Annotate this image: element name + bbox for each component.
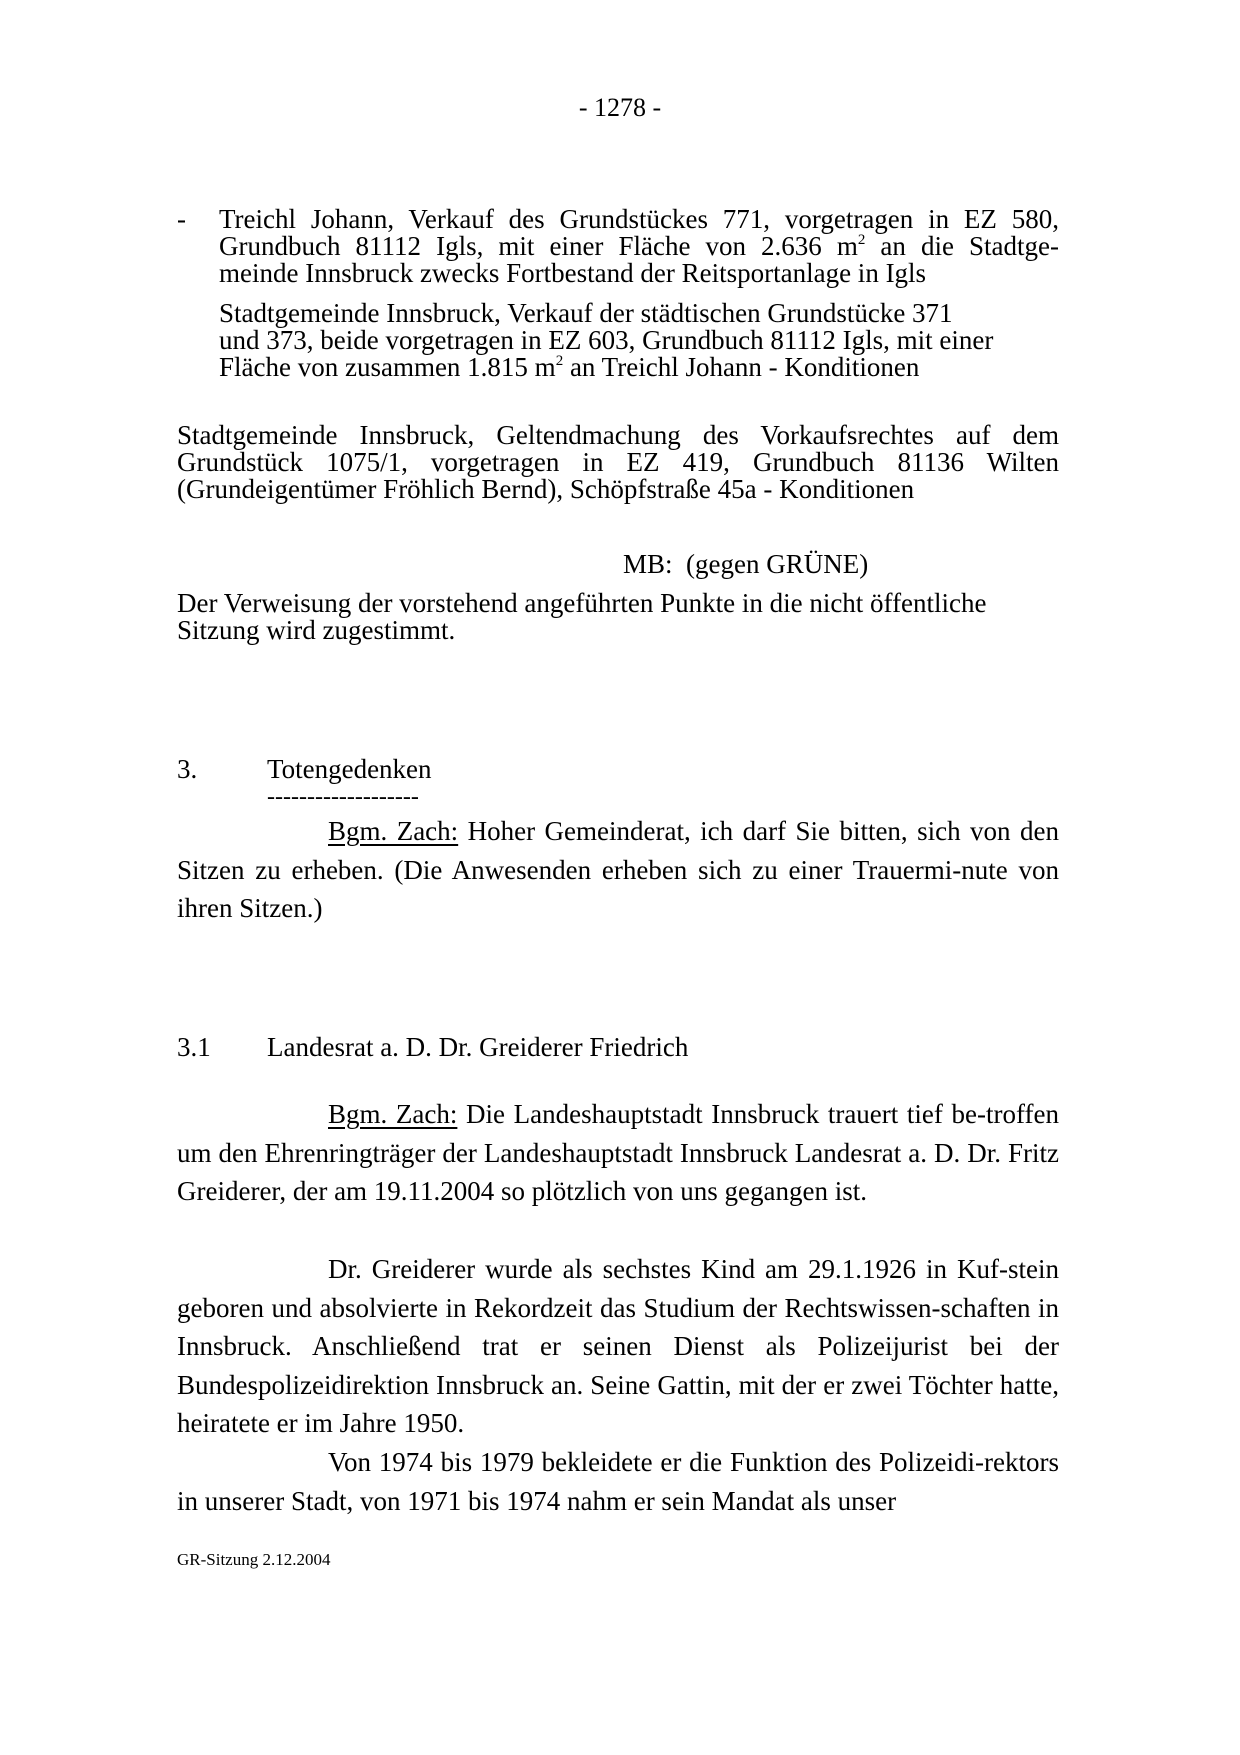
vote-result: MB: (gegen GRÜNE) (623, 549, 869, 579)
superscript: 2 (555, 353, 564, 369)
agenda-item-line-part: an die Stadtge- (865, 231, 1059, 261)
speech-paragraph (177, 1095, 1059, 1211)
page-number: - 1278 - (578, 93, 662, 122)
superscript: 2 (857, 232, 866, 248)
section-number: 3.1 (177, 1032, 211, 1062)
agenda-item-line (219, 354, 1019, 381)
agenda-item-line: Stadtgemeinde Innsbruck, Verkauf der städtischen Grundstücke 371 (219, 298, 953, 328)
agenda-item-line-part: Fläche von zusammen 1.815 m (219, 352, 556, 382)
agenda-item-line-part: Grundbuch 81112 Igls, mit einer Fläche von 2.636 m (219, 231, 858, 261)
section-title: Landesrat a. D. Dr. Greiderer Friedrich (267, 1032, 689, 1062)
section-number: 3. (177, 754, 198, 784)
agenda-item-line: (Grundeigentümer Fröhlich Bernd), Schöpfstraße 45a - Konditionen (177, 474, 915, 504)
resolution-text (177, 590, 1059, 644)
page-footer: GR-Sitzung 2.12.2004 (177, 1550, 331, 1569)
agenda-item-line: Treichl Johann, Verkauf des Grundstückes 771, vorgetragen in EZ 580, (219, 204, 1059, 234)
speech-paragraph (177, 1443, 1059, 1520)
speaker-name: Bgm. Zach: (328, 1099, 458, 1129)
agenda-item-treichl-sale (219, 206, 1059, 287)
agenda-item-line: Stadtgemeinde Innsbruck, Geltendmachung des Vorkaufsrechtes auf dem (177, 420, 1059, 450)
resolution-line: Sitzung wird zugestimmt. (177, 615, 456, 645)
speech-text: Die Landeshauptstadt Innsbruck trauert tief be-troffen um den Ehrenringträger der Landeshauptstadt Innsbruck Landesrat a. D. Dr. Fritz Greiderer, der am 19.11.2004 so plötzlich von uns gegangen ist. (177, 1099, 1059, 1206)
agenda-item-city-sale (219, 300, 1019, 381)
speaker-name: Bgm. Zach: (328, 816, 459, 846)
list-bullet: - (177, 204, 186, 234)
agenda-item-line: und 373, beide vorgetragen in EZ 603, Grundbuch 81112 Igls, mit einer (219, 325, 994, 355)
agenda-item-line (219, 233, 1059, 260)
speech-text: Dr. Greiderer wurde als sechstes Kind am 29.1.1926 in Kuf-stein geboren und absolvierte in Rekordzeit das Studium der Rechtswissen-schaften in Innsbruck. Anschließend trat er seinen Dienst als Polizeijurist bei der Bundespolizeidirektion Innsbruck an. Seine Gattin, mit der er zwei Töchter hatte, heiratete er im Jahre 1950. (177, 1254, 1059, 1438)
section-title: Totengedenken (267, 754, 432, 784)
speech-text: Hoher Gemeinderat, ich darf Sie bitten, sich von den Sitzen zu erheben. (Die Anwesenden erheben sich zu einer Trauermi-nute von ihren Sitzen.) (177, 816, 1059, 923)
agenda-item-line: Grundstück 1075/1, vorgetragen in EZ 419, Grundbuch 81136 Wilten (177, 447, 1059, 477)
speech-text: Von 1974 bis 1979 bekleidete er die Funktion des Polizeidi-rektors in unserer Stadt, von 1971 bis 1974 nahm er sein Mandat als unser (177, 1447, 1059, 1516)
agenda-item-preemption (177, 422, 1059, 503)
section-title-underline: ------------------- (267, 784, 419, 810)
agenda-item-line: meinde Innsbruck zwecks Fortbestand der Reitsportanlage in Igls (219, 258, 927, 288)
agenda-item-line-part: an Treichl Johann - Konditionen (563, 352, 920, 382)
speech-paragraph (177, 1250, 1059, 1443)
speech-paragraph (177, 812, 1059, 928)
resolution-line: Der Verweisung der vorstehend angeführten Punkte in die nicht öffentliche (177, 588, 987, 618)
